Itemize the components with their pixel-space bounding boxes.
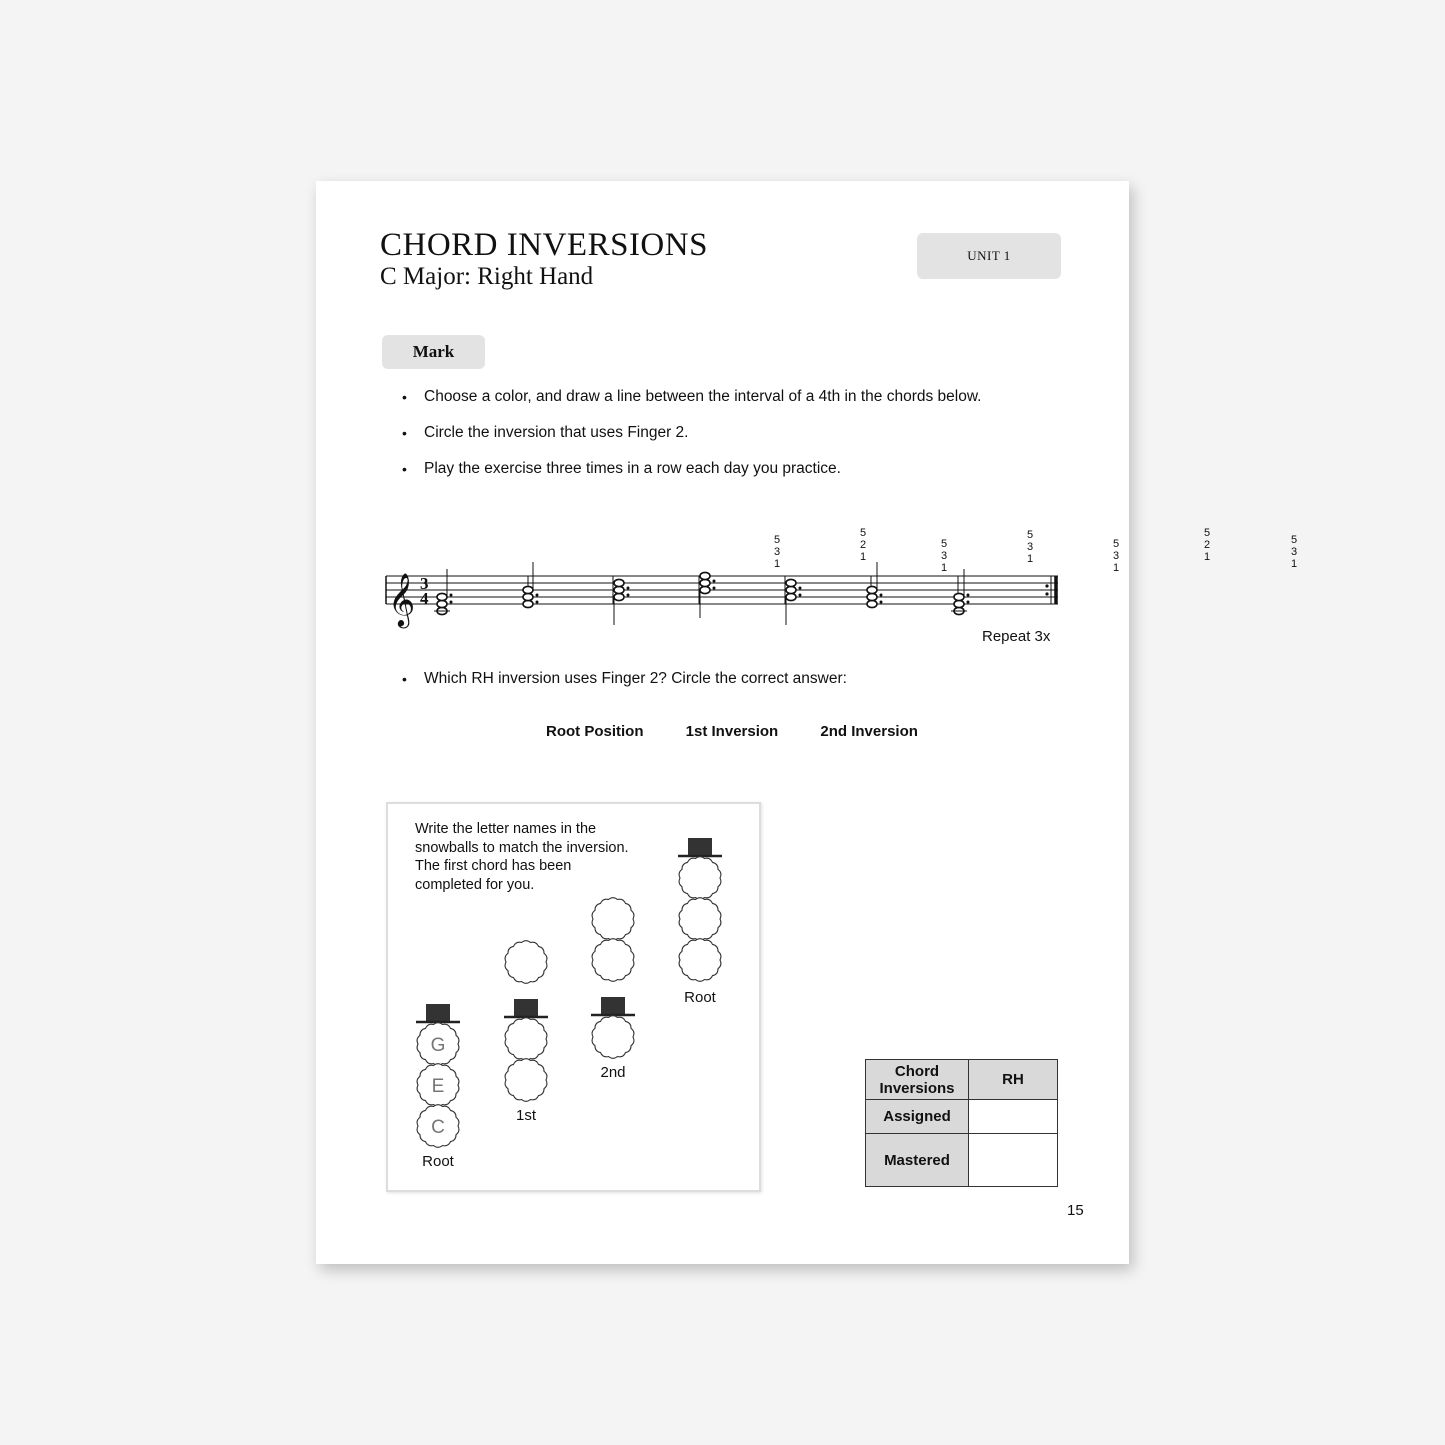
answer-option-1st-inversion[interactable]: 1st Inversion (685, 723, 779, 740)
mastered-checkbox-cell[interactable] (969, 1134, 1058, 1187)
fingering-number: 5 (859, 527, 867, 539)
workbook-page (316, 181, 1298, 1264)
chord (523, 562, 539, 608)
question-text: • Which RH inversion uses Finger 2? Circle the correct answer: (402, 665, 847, 693)
fingering-number: 3 (1290, 546, 1298, 558)
top-hat-icon (504, 999, 548, 1017)
top-hat-icon (678, 838, 722, 856)
snowman (504, 941, 548, 1124)
fingering-number: 5 (773, 534, 781, 546)
snowball[interactable] (592, 1016, 634, 1059)
answer-option-2nd-inversion[interactable]: 2nd Inversion (820, 723, 918, 740)
snowball-instructions: Write the letter names in the snowballs to match the inversion. The first chord has been completed for you. (415, 821, 629, 893)
fingering-number: 2 (1203, 539, 1211, 551)
snowman-label: Root (684, 989, 716, 1006)
chord (700, 572, 716, 618)
progress-header-rh: RH (969, 1060, 1058, 1100)
instruction-list (402, 383, 982, 491)
snowball[interactable] (417, 1064, 459, 1107)
snowball[interactable] (505, 1018, 547, 1061)
fingering-number: 3 (940, 550, 948, 562)
fingering-number: 1 (1112, 562, 1120, 574)
progress-header-chord-inversions: Chord Inversions (866, 1060, 969, 1100)
snowball-activity-box (386, 802, 761, 1192)
progress-row-mastered: Mastered (866, 1134, 969, 1187)
top-hat-icon (416, 1004, 460, 1022)
time-signature-bottom: 4 (420, 589, 429, 608)
snowman (416, 1004, 460, 1170)
snowman (678, 838, 722, 1006)
snowball[interactable] (592, 898, 634, 941)
fingering-numbers (774, 527, 1297, 574)
snowball[interactable] (505, 941, 547, 984)
fingering-number: 5 (1203, 527, 1211, 539)
fingering-number: 3 (1026, 541, 1034, 553)
instruction-item: • Choose a color, and draw a line between the interval of a 4th in the chords below. (402, 383, 982, 419)
fingering-number: 1 (1026, 553, 1034, 565)
snowball[interactable] (417, 1105, 459, 1148)
snowball[interactable] (679, 898, 721, 941)
chord (867, 562, 883, 608)
fingering-number: 1 (1290, 558, 1298, 570)
snowman-label: Root (422, 1153, 454, 1170)
instruction-item: • Circle the inversion that uses Finger 2. (402, 419, 982, 455)
snowball-letter: C (431, 1117, 445, 1138)
answer-option-root-position[interactable]: Root Position (546, 723, 644, 740)
chords (434, 562, 970, 625)
fingering-number: 3 (773, 546, 781, 558)
fingering-number: 5 (1290, 534, 1298, 546)
snowball[interactable] (679, 857, 721, 900)
fingering-number: 5 (1112, 538, 1120, 550)
assigned-checkbox-cell[interactable] (969, 1100, 1058, 1134)
page-subtitle: C Major: Right Hand (380, 263, 594, 290)
chord (614, 579, 630, 625)
music-staff (382, 519, 1298, 629)
treble-clef-icon: 𝄞 (388, 572, 416, 626)
fingering-number: 3 (1112, 550, 1120, 562)
snowball[interactable] (505, 1059, 547, 1102)
snowman-label: 1st (515, 1107, 537, 1124)
fingering-number: 5 (1026, 529, 1034, 541)
snowman (591, 898, 635, 1081)
repeat-instruction: Repeat 3x (982, 628, 1051, 645)
snowball-letter: G (430, 1035, 446, 1056)
chord (786, 579, 802, 625)
unit-badge: UNIT 1 (917, 233, 1061, 279)
mark-badge: Mark (382, 335, 485, 369)
snowball-letter: E (431, 1076, 445, 1097)
fingering-number: 2 (859, 539, 867, 551)
page-title: CHORD INVERSIONS (380, 227, 708, 263)
snowman-label: 2nd (600, 1064, 626, 1081)
progress-row-assigned: Assigned (866, 1100, 969, 1134)
instruction-item: • Play the exercise three times in a row each day you practice. (402, 455, 982, 491)
snowball[interactable] (679, 939, 721, 982)
fingering-number: 5 (940, 538, 948, 550)
fingering-number: 1 (940, 562, 948, 574)
progress-table (865, 1059, 1058, 1187)
snowball[interactable] (592, 939, 634, 982)
snowball[interactable] (417, 1023, 459, 1066)
fingering-number: 1 (773, 558, 781, 570)
time-signature-top: 3 (420, 574, 429, 593)
fingering-number: 1 (1203, 551, 1211, 563)
answer-options (546, 723, 956, 740)
fingering-number: 1 (859, 551, 867, 563)
page-number: 15 (1067, 1202, 1084, 1219)
top-hat-icon (591, 997, 635, 1015)
